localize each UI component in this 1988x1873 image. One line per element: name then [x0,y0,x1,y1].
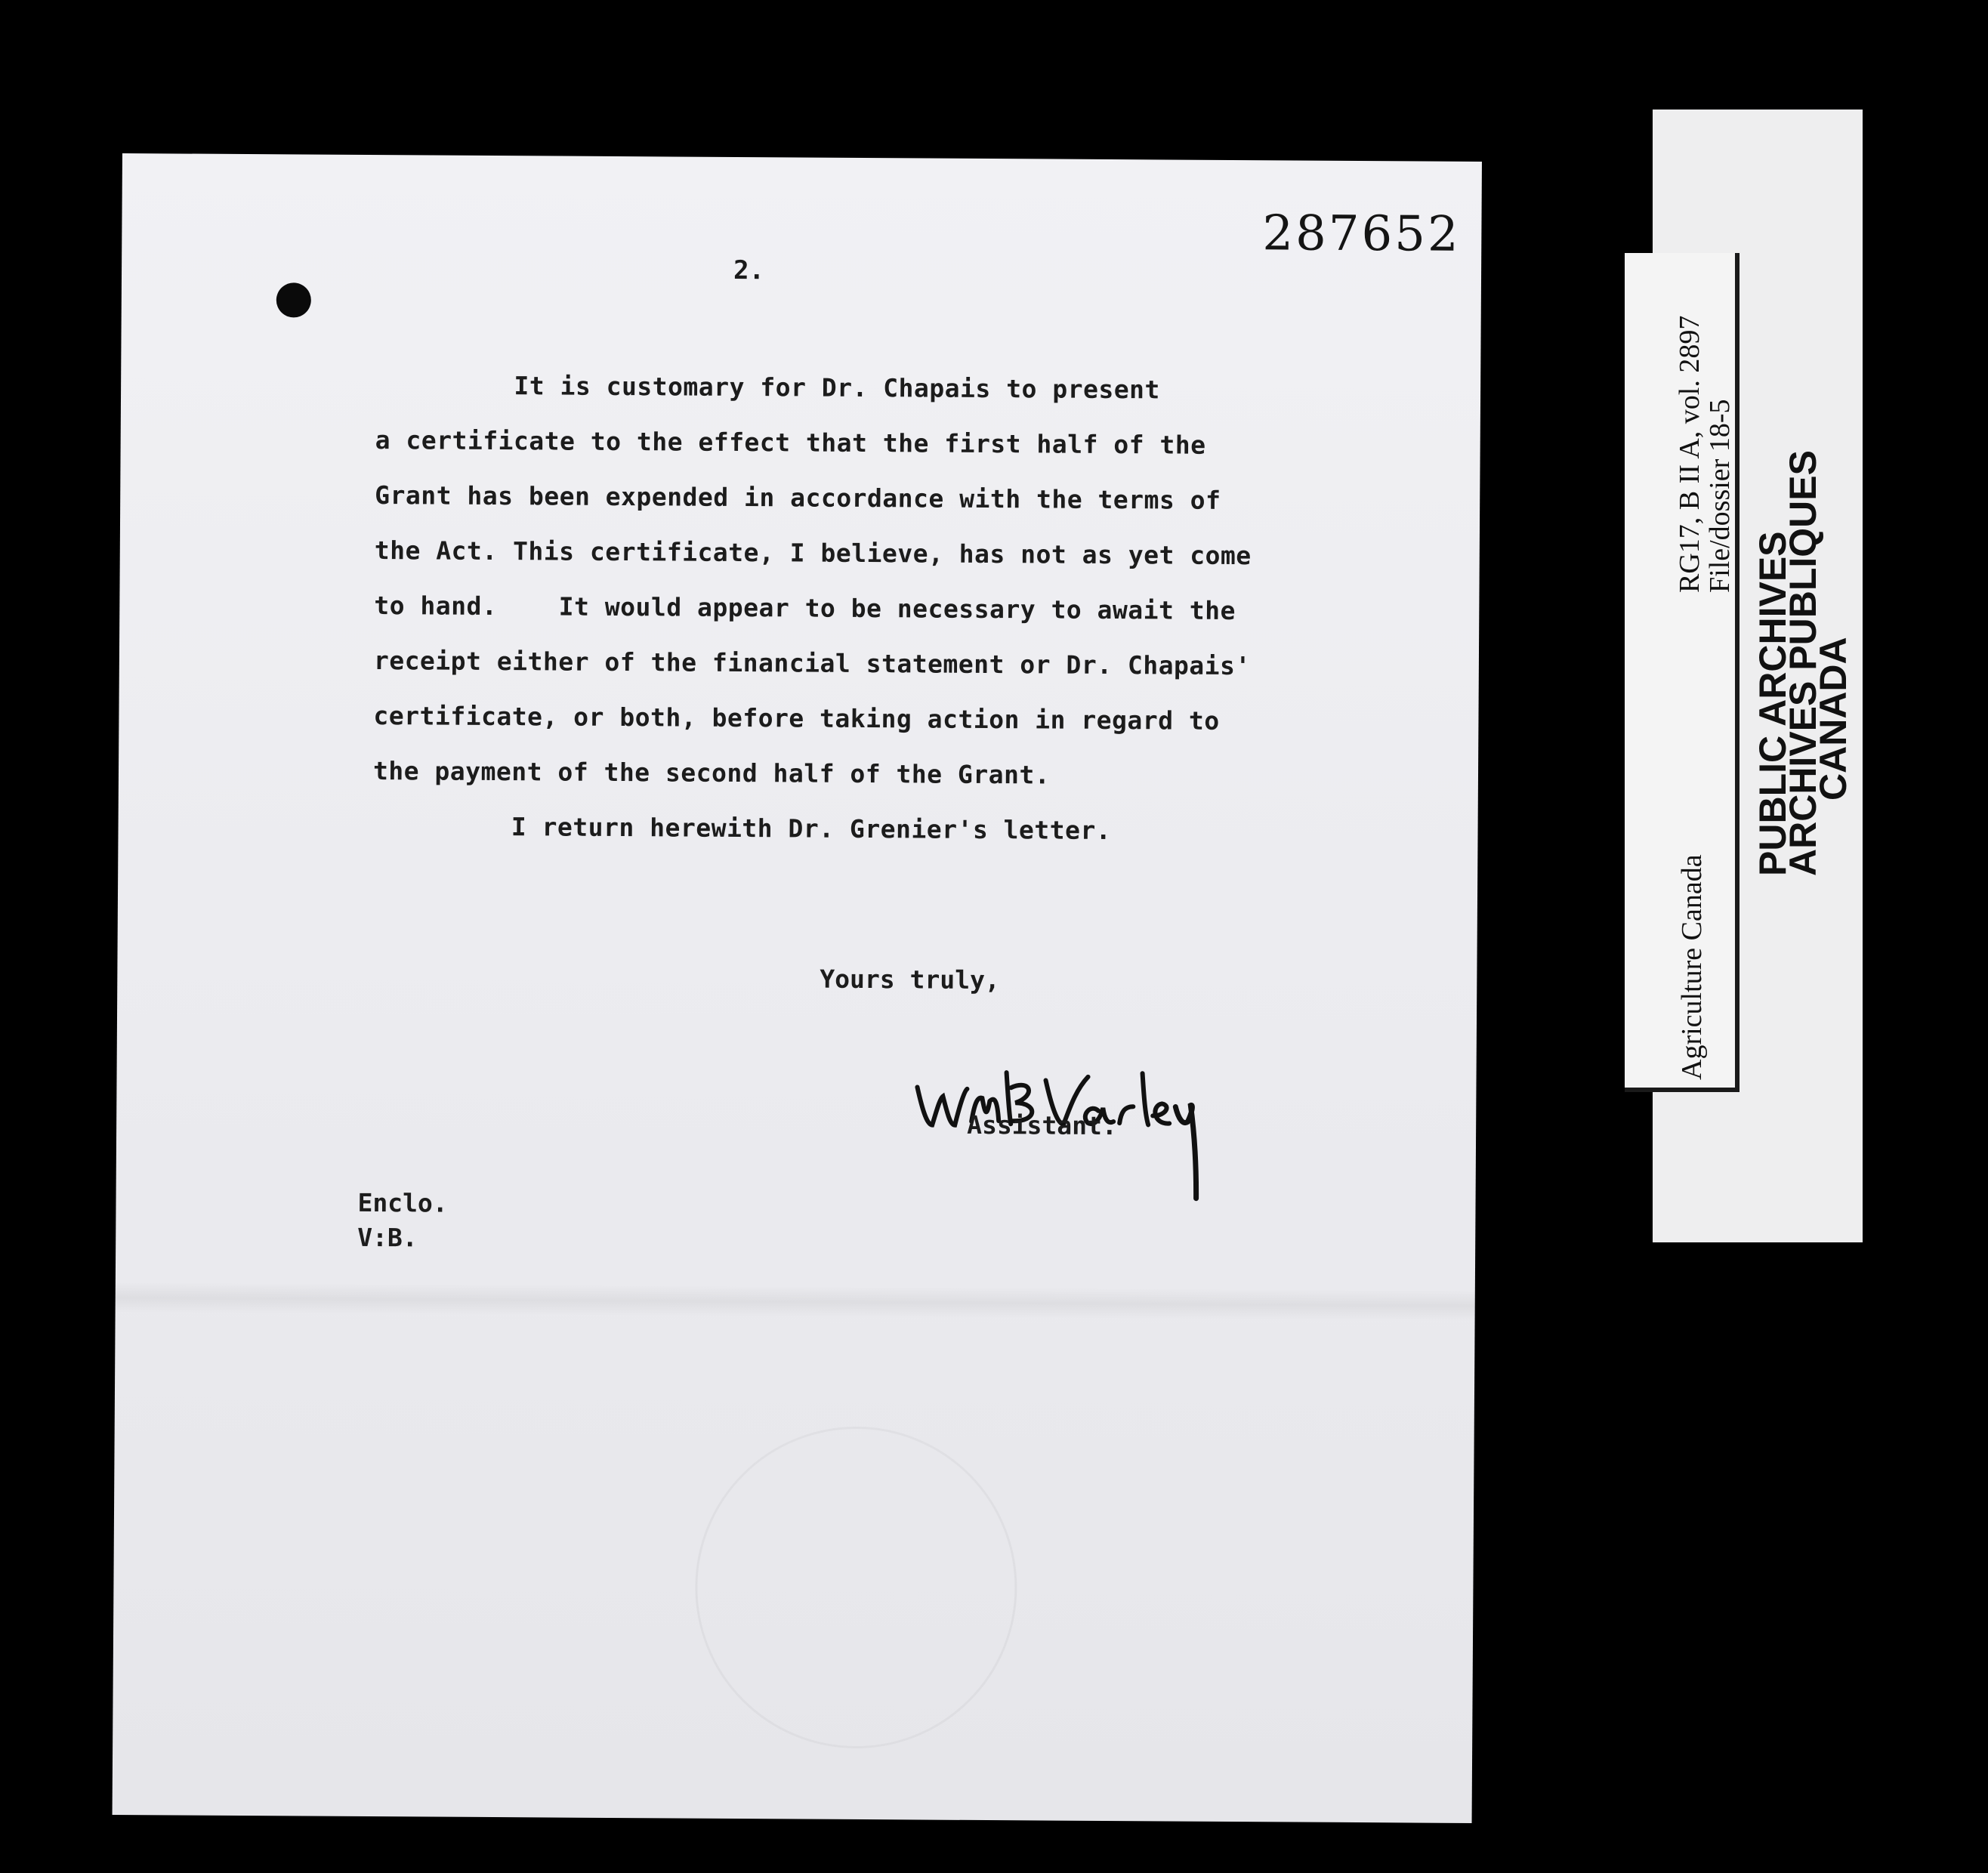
body-line: the Act. This certificate, I believe, has not as yet come [374,535,1252,571]
letter-body [372,357,1418,859]
archive-stamp-line: PUBLIC ARCHIVES [1752,531,1794,876]
letter-page [113,153,1482,1823]
body-line: the payment of the second half of the Grant. [372,756,1051,790]
initials-line: V:B. [357,1222,418,1253]
punch-hole [276,282,311,317]
page-fold [116,1282,1475,1321]
page-number: 2. [733,255,765,286]
body-line: receipt either of the financial statement or Dr. Chapais' [373,646,1251,681]
body-line: a certificate to the effect that the first half of the [375,425,1206,460]
body-line: It is customary for Dr. Chapais to present [375,370,1160,405]
enclosure-note [357,1186,448,1256]
archive-file-line: File/dossier 18-5 [1704,399,1736,593]
archive-reference-line: RG17, B II A, vol. 2897 [1674,315,1706,593]
archive-stamp-line: CANADA [1812,637,1854,801]
file-number-stamp: 287652 [1262,205,1461,263]
body-line: to hand. It would appear to be necessary to await the [374,591,1236,626]
body-line: I return herewith Dr. Grenier's letter. [372,811,1112,846]
body-line: certificate, or both, before taking action in regard to [373,701,1220,736]
body-line: Grant has been expended in accordance with the terms of [375,480,1221,515]
agency-name: Agriculture Canada [1676,854,1708,1080]
signer-title: Assistant. [967,1109,1117,1141]
closing: Yours truly, [820,964,1000,995]
embossed-seal [694,1426,1018,1750]
enclosure-line: Enclo. [357,1187,448,1218]
archive-stamp-line: ARCHIVES PUBLIQUES [1782,450,1824,876]
